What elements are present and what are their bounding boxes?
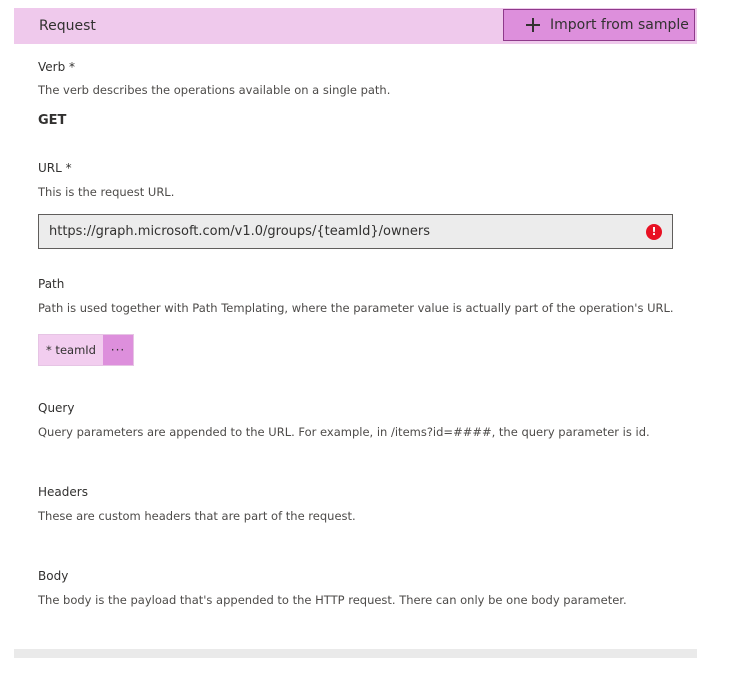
url-label: URL * bbox=[38, 161, 72, 175]
body-label: Body bbox=[38, 569, 69, 583]
more-options-icon[interactable]: ··· bbox=[103, 335, 133, 365]
url-input[interactable] bbox=[38, 214, 673, 249]
request-panel bbox=[14, 8, 697, 649]
plus-icon bbox=[526, 18, 540, 32]
verb-value: GET bbox=[38, 113, 67, 128]
url-value: https://graph.microsoft.com/v1.0/groups/{teamId}/owners bbox=[49, 224, 430, 239]
body-description: The body is the payload that's appended to the HTTP request. There can only be one body parameter. bbox=[38, 593, 627, 607]
request-title: Request bbox=[39, 18, 96, 34]
url-description: This is the request URL. bbox=[38, 185, 175, 199]
verb-label: Verb * bbox=[38, 60, 76, 74]
request-header bbox=[14, 8, 697, 44]
path-label: Path bbox=[38, 277, 65, 291]
path-param-chip-teamid[interactable] bbox=[38, 334, 134, 366]
path-param-label[interactable]: * teamId bbox=[39, 335, 103, 365]
query-description: Query parameters are appended to the URL. For example, in /items?id=####, the query parameter is id. bbox=[38, 425, 650, 439]
path-description: Path is used together with Path Templating, where the parameter value is actually part of the operation's URL. bbox=[38, 301, 674, 315]
headers-label: Headers bbox=[38, 485, 88, 499]
import-button-label: Import from sample bbox=[550, 17, 689, 33]
error-icon: ! bbox=[646, 224, 662, 240]
query-label: Query bbox=[38, 401, 75, 415]
verb-description: The verb describes the operations available on a single path. bbox=[38, 83, 391, 97]
import-from-sample-button[interactable] bbox=[503, 9, 695, 41]
headers-description: These are custom headers that are part of the request. bbox=[38, 509, 356, 523]
